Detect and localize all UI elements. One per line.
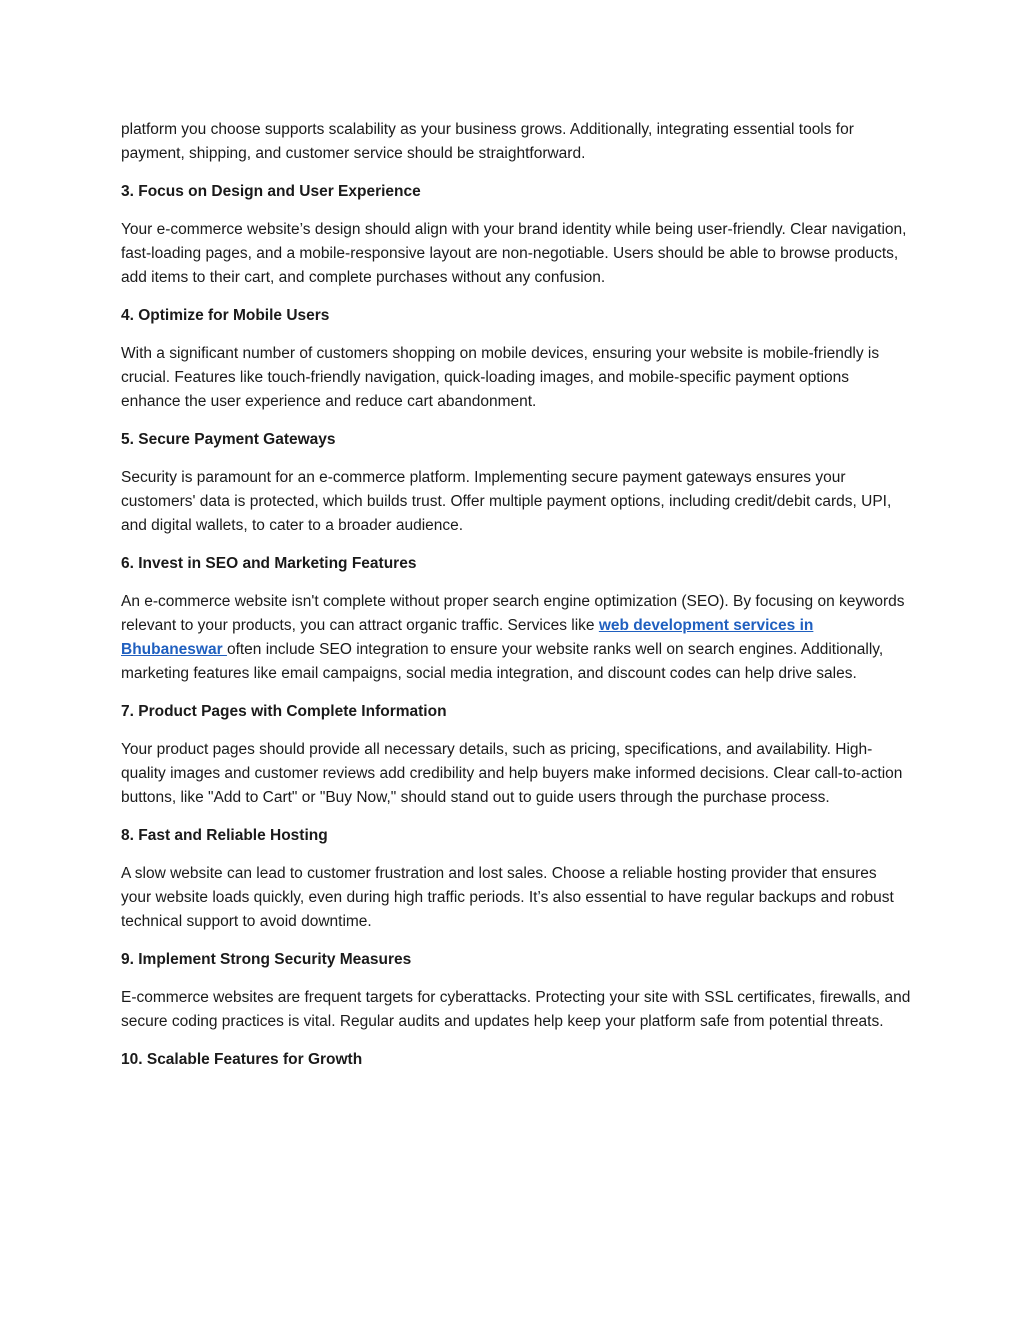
section-body-product-pages: Your product pages should provide all necessary details, such as pricing, specifications, and availability. High-quality images and customer reviews add credibility and help buyers make informed decisions. Clear call-to-action buttons, like "Add to Cart" or "Buy Now," should stand out to guide users through the purchase process. [121,741,903,807]
intro-paragraph: platform you choose supports scalability as your business grows. Additionally, integrating essential tools for payment, shipping, and customer service should be straightforward. [121,121,854,163]
section-heading-seo: 6. Invest in SEO and Marketing Features [121,555,417,572]
section-body-payment: Security is paramount for an e-commerce platform. Implementing secure payment gateways ensures your customers' data is protected, which builds trust. Offer multiple payment options, including credit/debit cards, UPI, and digital wallets, to cater to a broader audience. [121,468,892,535]
seo-body-text-before-link: An e-commerce website isn't complete without proper search engine optimization (SEO). By focusing on keywords relevant to your products, you can attract organic traffic. Services like [121,592,905,634]
section-body-mobile: With a significant number of customers shopping on mobile devices, ensuring your website is mobile-friendly is crucial. Features like touch-friendly navigation, quick-loading images, and mobile-specific payment options enhance the user experience and reduce cart abandonment. [121,344,880,411]
section-body-seo [121,590,911,687]
section-body-design: Your e-commerce website’s design should align with your brand identity while being user-friendly. Clear navigation, fast-loading pages, and a mobile-responsive layout are non-negotiable. Users should be able to browse products, add items to their cart, and complete purchases without any confusion. [121,220,907,287]
section-body-hosting: A slow website can lead to customer frustration and lost sales. Choose a reliable hosting provider that ensures your website loads quickly, even during high traffic periods. It’s also essential to have regular backups and robust technical support to avoid downtime. [121,865,894,931]
section-heading-scalable: 10. Scalable Features for Growth [121,1051,363,1068]
section-heading-payment: 5. Secure Payment Gateways [121,431,336,448]
document-page [121,118,911,1086]
web-development-link[interactable]: web development services in Bhubaneswar [121,617,814,659]
section-heading-product-pages: 7. Product Pages with Complete Information [121,703,447,721]
section-heading-security: 9. Implement Strong Security Measures [121,951,412,969]
seo-body-text-after-link: often include SEO integration to ensure your website ranks well on search engines. Additionally, marketing features like email campaigns, social media integration, and discount codes can help drive sales. [121,641,884,683]
section-heading-hosting: 8. Fast and Reliable Hosting [121,827,328,845]
section-body-security: E-commerce websites are frequent targets for cyberattacks. Protecting your site with SSL certificates, firewalls, and secure coding practices is vital. Regular audits and updates help keep your platform safe from potential threats. [121,989,911,1031]
section-heading-design: 3. Focus on Design and User Experience [121,183,421,200]
section-heading-mobile: 4. Optimize for Mobile Users [121,307,330,324]
